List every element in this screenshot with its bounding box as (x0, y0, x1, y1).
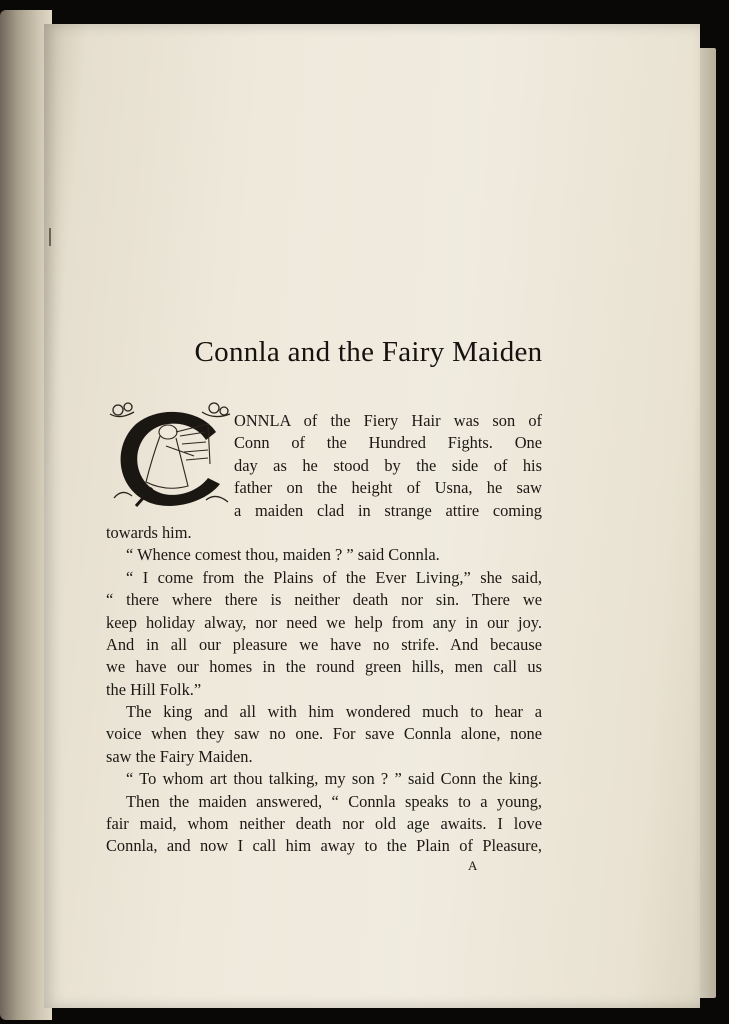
text-line: the Hill Folk.” (106, 679, 202, 699)
text-line: The king and all with him wondered much to hear a (126, 702, 542, 722)
text-line: fair maid, whom neither death nor old age awaits. I love (106, 814, 542, 834)
signature-mark: A (468, 858, 478, 873)
text-line: “ To whom art thou talking, my son ? ” said Conn the king. (126, 769, 542, 789)
text-line: we have our homes in the round green hills, men call us (106, 657, 542, 677)
chapter-title: Connla and the Fairy Maiden (194, 336, 543, 368)
body-text (106, 410, 542, 858)
text-line: Then the maiden answered, “ Connla speaks to a young, (126, 791, 542, 811)
text-line: father on the height of Usna, he saw (234, 478, 542, 498)
text-line: day as he stood by the side of his (234, 455, 542, 475)
text-line: “ I come from the Plains of the Ever Living,” she said, (126, 567, 542, 587)
text-line: keep holiday alway, nor need we help from any in our joy. (106, 612, 542, 632)
text-line: towards him. (106, 522, 192, 542)
text-line: a maiden clad in strange attire coming (234, 500, 542, 520)
text-line: ONNLA of the Fiery Hair was son of (234, 411, 542, 430)
text-line: “ Whence comest thou, maiden ? ” said Connla. (126, 545, 440, 565)
text-line: Connla, and now I call him away to the Plain of Pleasure, (106, 836, 542, 856)
text-line: “ there where there is neither death nor sin. There we (106, 590, 542, 610)
text-line: Conn of the Hundred Fights. One (234, 433, 542, 453)
text-line: saw the Fairy Maiden. (106, 746, 253, 766)
gutter-mark (49, 228, 51, 246)
text-line: voice when they saw no one. For save Connla alone, none (106, 724, 542, 744)
text-line: And in all our pleasure we have no strife. And because (106, 634, 542, 654)
